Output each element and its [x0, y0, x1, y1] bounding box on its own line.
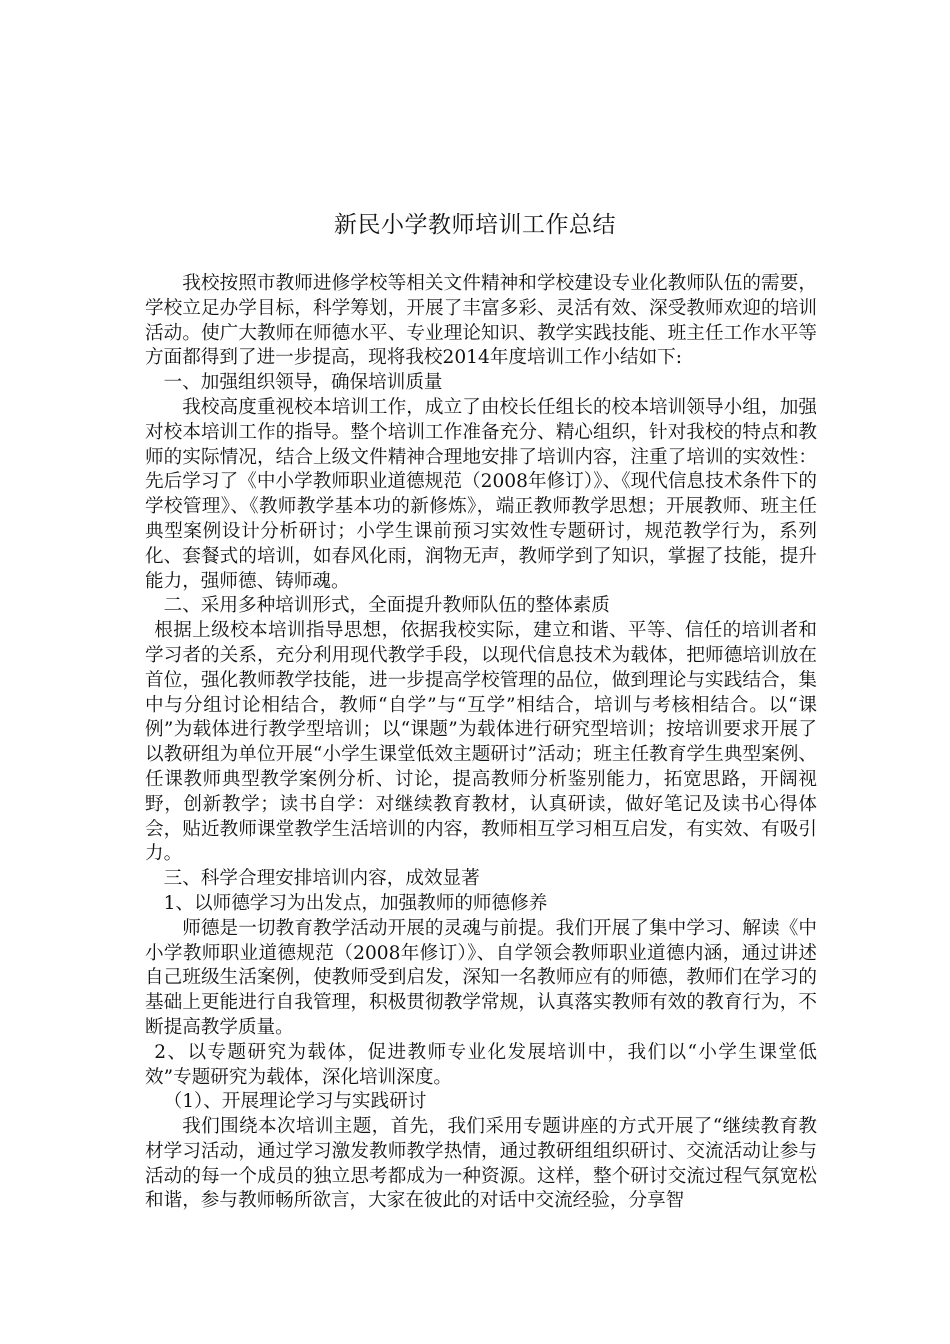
subsection-heading-1: 1、以师德学习为出发点，加强教师的师德修养 [163, 892, 548, 914]
section-1-paragraph: 我校高度重视校本培训工作，成立了由校长任组长的校本培训领导小组，加强对校本培训工作的指导。整个培训工作准备充分、精心组织，针对我校的特点和教师的实际情况，结合上级文件精神合理地安排了培训内容，注重了培训的实效性：先后学习了《中小学教师职业道德规范（2008年修订）》、《现代信息技术条件下的学校管理》、《教师教学基本功的新修炼》，端正教师教学思想；开展教师、班主任典型案例设计分析研讨；小学生课前预习实效性专题研讨，规范教学行为，系列化、套餐式的培训，如春风化雨，润物无声，教师学到了知识，掌握了技能，提升能力，强师德、铸师魂。 [145, 396, 817, 592]
section-heading-3: 三、科学合理安排培训内容，成效显著 [163, 868, 480, 890]
section-heading-1: 一、加强组织领导，确保培训质量 [163, 372, 443, 394]
subsection-heading-2: 2、以专题研究为载体，促进教师专业化发展培训中，我们以“小学生课堂低效”专题研究为载体，深化培训深度。 [145, 1041, 817, 1088]
section-2-paragraph: 根据上级校本培训指导思想，依据我校实际，建立和谐、平等、信任的培训者和学习者的关系，充分利用现代教学手段，以现代信息技术为载体，把师德培训放在首位，强化教师教学技能，进一步提高学校管理的品位，做到理论与实践结合，集中与分组讨论相结合，教师“自学”与“互学”相结合，培训与考核相结合。以“课例”为载体进行教学型培训；以“课题”为载体进行研究型培训；按培训要求开展了以教研组为单位开展“小学生课堂低效主题研讨”活动；班主任教育学生典型案例、任课教师典型教学案例分析、讨论，提高教师分析鉴别能力，拓宽思路，开阔视野，创新教学；读书自学：对继续教育教材，认真研读，做好笔记及读书心得体会，贴近教师课堂教学生活培训的内容，教师相互学习相互启发，有实效、有吸引力。 [145, 620, 817, 865]
item-1-paragraph: 我们围绕本次培训主题，首先，我们采用专题讲座的方式开展了“继续教育教材学习活动，通过学习激发教师教学热情，通过教研组组织研讨、交流活动让参与活动的每一个成员的独立思考都成为一种资源。这样，整个研讨交流过程气氛宽松和谐，参与教师畅所欲言，大家在彼此的对话中交流经验，分享智 [145, 1116, 817, 1212]
document-title: 新民小学教师培训工作总结 [334, 212, 616, 238]
subsection-1-paragraph: 师德是一切教育教学活动开展的灵魂与前提。我们开展了集中学习、解读《中小学教师职业道德规范（2008年修订）》、自学领会教师职业道德内涵，通过讲述自己班级生活案例，使教师受到启发，深知一名教师应有的师德，教师们在学习的基础上更能进行自我管理，积极贯彻教学常规，认真落实教师有效的教育行为，不断提高教学质量。 [145, 917, 817, 1038]
item-heading-1: （1）、开展理论学习与实践研讨 [163, 1091, 427, 1113]
intro-paragraph: 我校按照市教师进修学校等相关文件精神和学校建设专业化教师队伍的需要，学校立足办学目标，科学筹划，开展了丰富多彩、灵活有效、深受教师欢迎的培训活动。使广大教师在师德水平、专业理论知识、教学实践技能、班主任工作水平等方面都得到了进一步提高，现将我校2014年度培训工作小结如下: [145, 273, 817, 369]
document-body [145, 272, 817, 1214]
section-heading-2: 二、采用多种培训形式，全面提升教师队伍的整体素质 [163, 595, 610, 617]
